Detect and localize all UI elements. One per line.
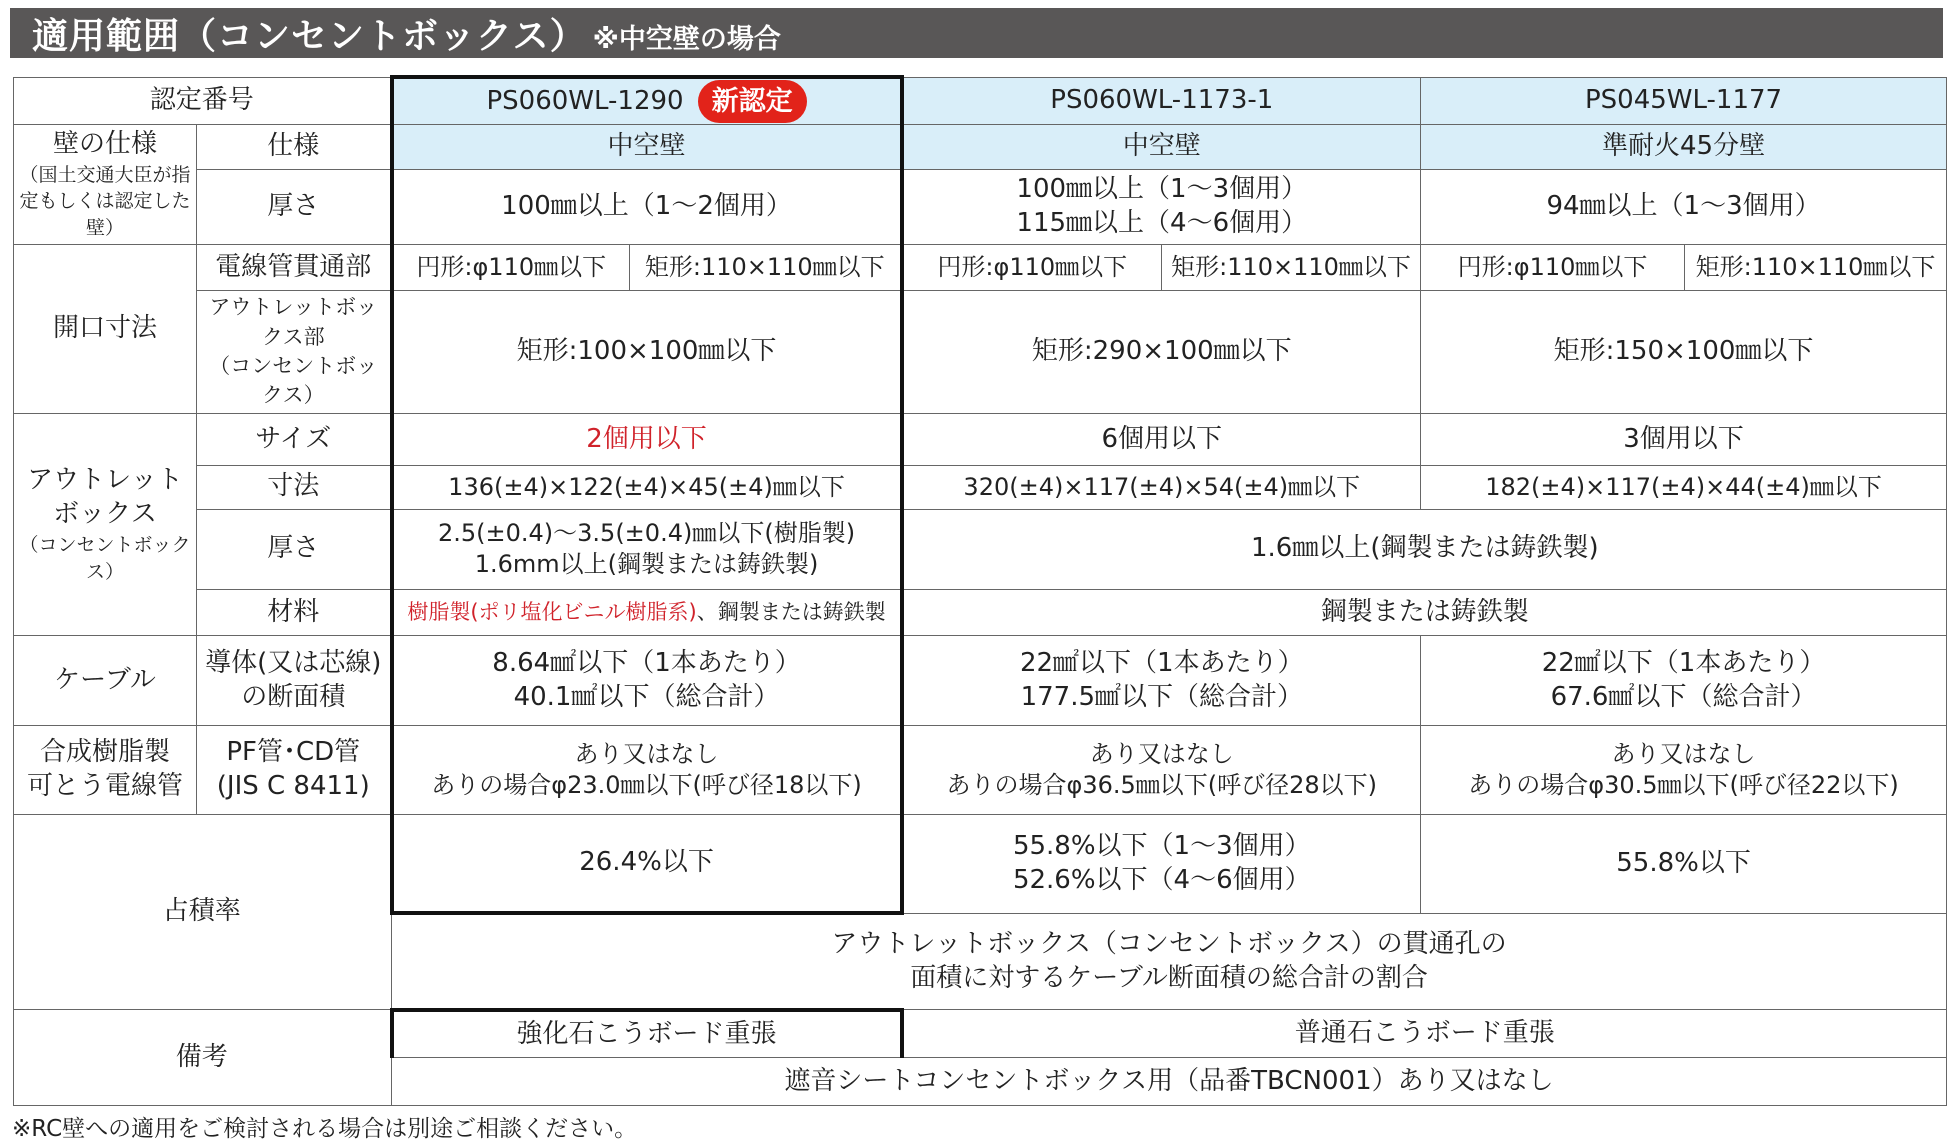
row-occupancy: [14, 815, 1947, 914]
thickness-c2b: 115㎜以上（4～6個用）: [1016, 207, 1308, 238]
row-dimension: [14, 466, 1947, 510]
occupancy-c2a: 55.8%以下（1～3個用）: [1012, 831, 1311, 862]
occupancy-label: 占積率: [14, 815, 392, 1010]
cable-sub1: 導体(又は芯線): [205, 647, 382, 678]
outlet-part-label1: アウトレットボックス部: [209, 295, 378, 349]
cert-label: 認定番号: [14, 77, 392, 124]
remarks-c1: 強化石こうボード重張: [392, 1010, 902, 1058]
pipe-c1-line2: ありの場合φ23.0㎜以下(呼び径18以下): [431, 770, 862, 799]
cable-c2b: 177.5㎟以下（総合計）: [1020, 681, 1303, 712]
pipe-label2: 可とう電線管: [26, 770, 183, 801]
box-thickness-c1a: 2.5(±0.4)～3.5(±0.4)㎜以下(樹脂製): [437, 519, 856, 547]
wall-group-note: （国土交通大臣が指定もしくは認定した壁）: [19, 163, 191, 239]
occupancy-c2b: 52.6%以下（4～6個用）: [1012, 864, 1311, 895]
pipe-c3-line1: あり又はなし: [1611, 739, 1756, 768]
dimension-c3: 182(±4)×117(±4)×44(±4)㎜以下: [1421, 466, 1947, 510]
pipe-c3-line2: ありの場合φ30.5㎜以下(呼び径22以下): [1468, 770, 1899, 799]
cert-c1: [392, 77, 902, 124]
page-title: 適用範囲（コンセントボックス）: [32, 15, 587, 57]
box-thickness-c23: 1.6㎜以上(鋼製または鋳鉄製): [902, 509, 1947, 589]
cert-c2: PS060WL-1173-1: [902, 77, 1421, 124]
size-c1: 2個用以下: [392, 414, 902, 466]
wall-group-label: 壁の仕様: [52, 128, 157, 159]
outlet-part-c3: 矩形:150×100㎜以下: [1421, 291, 1947, 414]
conduit-c2-round: 円形:φ110㎜以下: [902, 245, 1162, 291]
row-material: [14, 589, 1947, 636]
remarks-label: 備考: [14, 1010, 392, 1106]
cable-c2a: 22㎟以下（1本あたり）: [1019, 647, 1304, 678]
outlet-part-label2: （コンセントボックス）: [209, 354, 378, 408]
cable-label: ケーブル: [14, 636, 197, 725]
pipe-sub2: (JIS C 8411): [216, 770, 370, 801]
row-thickness: [14, 169, 1947, 245]
cable-c2: [902, 636, 1421, 725]
remarks-all: 遮音シートコンセントボックス用（品番TBCN001）あり又はなし: [392, 1058, 1947, 1106]
outlet-part-c2: 矩形:290×100㎜以下: [902, 291, 1421, 414]
box-thickness-c1: [392, 509, 902, 589]
material-label: 材料: [197, 589, 392, 636]
page-subtitle: ※中空壁の場合: [592, 23, 781, 55]
conduit-c2-rect: 矩形:110×110㎜以下: [1162, 245, 1421, 291]
row-remarks: [14, 1010, 1947, 1058]
occupancy-c3: 55.8%以下: [1421, 815, 1947, 914]
conduit-c3-rect: 矩形:110×110㎜以下: [1685, 245, 1947, 291]
outlet-part-label-cell: [197, 291, 392, 414]
remarks-c23: 普通石こうボード重張: [902, 1010, 1947, 1058]
pipe-c2-line2: ありの場合φ36.5㎜以下(呼び径28以下): [946, 770, 1378, 799]
pipe-sub-cell: [197, 725, 392, 814]
new-cert-badge: 新認定: [698, 80, 807, 123]
pipe-sub1: PF管･CD管: [226, 737, 361, 768]
occupancy-note: [392, 913, 1947, 1010]
thickness-c2: [902, 169, 1421, 245]
row-conduit: [14, 245, 1947, 291]
thickness-c1: 100㎜以上（1～2個用）: [392, 169, 902, 245]
pipe-c3: [1421, 725, 1947, 814]
conduit-c1-rect: 矩形:110×110㎜以下: [630, 245, 902, 291]
outlet-part-c1: 矩形:100×100㎜以下: [392, 291, 902, 414]
cable-c3: [1421, 636, 1947, 725]
title-bar: [10, 8, 1943, 58]
material-c23: 鋼製または鋳鉄製: [902, 589, 1947, 636]
row-size: [14, 414, 1947, 466]
occupancy-note2: 面積に対するケーブル断面積の総合計の割合: [910, 962, 1428, 993]
conduit-c1-round: 円形:φ110㎜以下: [392, 245, 630, 291]
occupancy-c1: 26.4%以下: [392, 815, 902, 914]
spec-c2: 中空壁: [902, 124, 1421, 169]
size-c2: 6個用以下: [902, 414, 1421, 466]
cable-c1b: 40.1㎟以下（総合計）: [513, 681, 780, 712]
thickness-c2a: 100㎜以上（1～3個用）: [1016, 174, 1308, 205]
box-thickness-c1b: 1.6mm以上(鋼製または鋳鉄製): [474, 550, 819, 579]
row-outlet-part: [14, 291, 1947, 414]
cert-c1-text: PS060WL-1290: [486, 85, 684, 116]
pipe-c2: [902, 725, 1421, 814]
cable-sub2: の断面積: [241, 681, 346, 712]
pipe-label1: 合成樹脂製: [39, 737, 170, 768]
cable-c3a: 22㎟以下（1本あたり）: [1541, 647, 1826, 678]
footnote: ※RC壁への適用をご検討される場合は別途ご相談ください。: [12, 1116, 638, 1142]
wall-group-cell: [14, 124, 197, 244]
box-group-label2: ボックス: [53, 499, 157, 530]
dimension-label: 寸法: [197, 466, 392, 510]
cable-c1: [392, 636, 902, 725]
cable-c3b: 67.6㎟以下（総合計）: [1550, 681, 1817, 712]
row-cert: [14, 77, 1947, 124]
row-spec: [14, 124, 1947, 169]
cable-sub-cell: [197, 636, 392, 725]
spec-label: 仕様: [197, 124, 392, 169]
material-c1-rest: 、鋼製または鋳鉄製: [696, 599, 886, 624]
box-group-cell: [14, 414, 197, 636]
spec-c1: 中空壁: [392, 124, 902, 169]
conduit-c3-round: 円形:φ110㎜以下: [1421, 245, 1685, 291]
size-c3: 3個用以下: [1421, 414, 1947, 466]
occupancy-note1: アウトレットボックス（コンセントボックス）の貫通孔の: [831, 928, 1507, 959]
pipe-c1-line1: あり又はなし: [574, 739, 719, 768]
box-thickness-label: 厚さ: [197, 509, 392, 589]
dimension-c2: 320(±4)×117(±4)×54(±4)㎜以下: [902, 466, 1421, 510]
box-group-label3: （コンセントボックス）: [19, 533, 191, 583]
pipe-label-cell: [14, 725, 197, 814]
size-label: サイズ: [197, 414, 392, 466]
row-pipe: [14, 725, 1947, 814]
pipe-c1: [392, 725, 902, 814]
spec-table: [13, 75, 1947, 1106]
row-cable: [14, 636, 1947, 725]
box-group-label1: アウトレット: [27, 465, 183, 496]
cert-c3: PS045WL-1177: [1421, 77, 1947, 124]
pipe-c2-line1: あり又はなし: [1089, 739, 1234, 768]
material-c1-red: 樹脂製(ポリ塩化ビニル樹脂系): [407, 599, 697, 624]
spec-c3: 準耐火45分壁: [1421, 124, 1947, 169]
thickness-c3: 94㎜以上（1～3個用）: [1421, 169, 1947, 245]
occupancy-c2: [902, 815, 1421, 914]
conduit-label: 電線管貫通部: [197, 245, 392, 291]
thickness-label: 厚さ: [197, 169, 392, 245]
opening-group-label: 開口寸法: [14, 245, 197, 414]
material-c1: [392, 589, 902, 636]
cable-c1a: 8.64㎟以下（1本あたり）: [492, 647, 801, 678]
dimension-c1: 136(±4)×122(±4)×45(±4)㎜以下: [392, 466, 902, 510]
row-box-thickness: [14, 509, 1947, 589]
